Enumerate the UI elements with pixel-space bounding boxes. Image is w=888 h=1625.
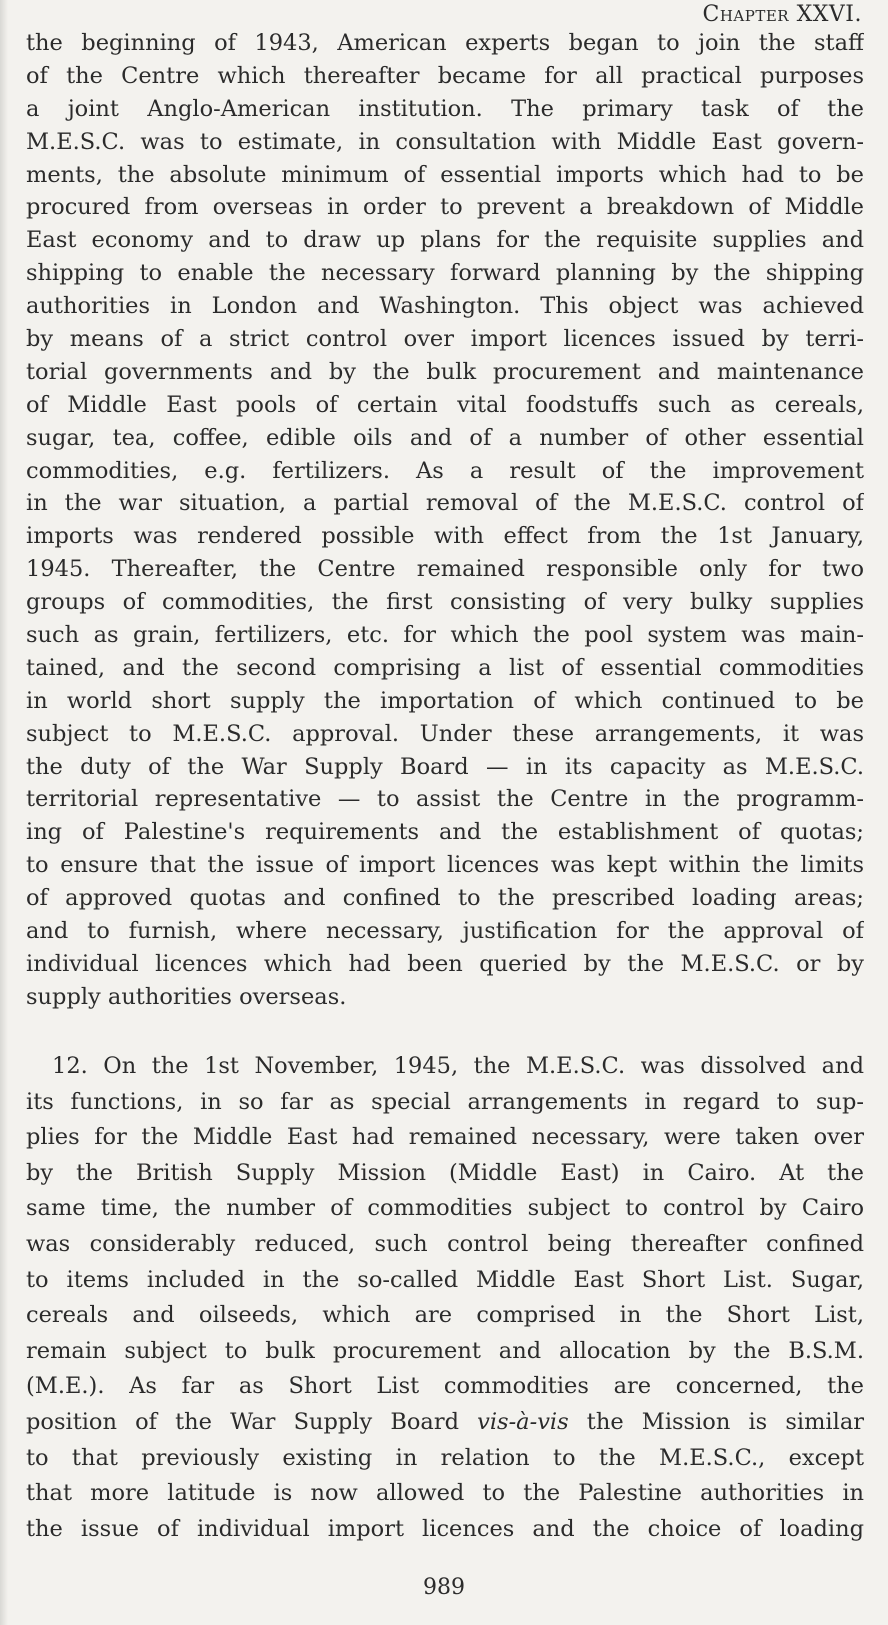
page-number: 989 [423, 1575, 465, 1600]
text-line: in the war situation, a partial removal of the M.E.S.C. control of [26, 490, 864, 517]
text-line: commodities, e.g. fertilizers. As a result of the improvement [26, 457, 864, 484]
text-line: (M.E.). As far as Short List commodities are concerned, the [26, 1373, 864, 1400]
text-line: of approved quotas and confined to the prescribed loading areas; [26, 885, 864, 912]
text-line: of Middle East pools of certain vital foodstuffs such as cereals, [26, 391, 864, 418]
paragraph-12 [26, 1049, 864, 1547]
text-line: by the British Supply Mission (Middle East) in Cairo. At the [26, 1159, 864, 1186]
text-line: plies for the Middle East had remained necessary, were taken over [26, 1124, 864, 1151]
text-line: sugar, tea, coffee, edible oils and of a number of other essential [26, 424, 864, 451]
text-line: authorities in London and Washington. This object was achieved [26, 293, 864, 320]
text-line: the duty of the War Supply Board — in its capacity as M.E.S.C. [26, 753, 864, 780]
text-line: ing of Palestine's requirements and the establishment of quotas; [26, 819, 864, 846]
text-line: a joint Anglo-American institution. The primary task of the [26, 95, 864, 122]
text-line: ments, the absolute minimum of essential imports which had to be [26, 161, 864, 188]
paragraph-11-continued [26, 27, 864, 1014]
text-line: shipping to enable the necessary forward planning by the shipping [26, 260, 864, 287]
text-line: same time, the number of commodities subject to control by Cairo [26, 1195, 864, 1222]
text-line: to items included in the so-called Middle East Short List. Sugar, [26, 1266, 864, 1293]
text-line: the issue of individual import licences and the choice of loading [26, 1515, 864, 1542]
text-line: and to furnish, where necessary, justification for the approval of [26, 918, 864, 945]
text-line: 1945. Thereafter, the Centre remained responsible only for two [26, 556, 864, 583]
text-fragment: the Mission is similar [568, 1408, 864, 1435]
text-line: procured from overseas in order to prevent a breakdown of Middle [26, 194, 864, 221]
text-line: supply authorities overseas. [26, 983, 347, 1010]
scan-edge-shadow [0, 0, 8, 1625]
text-line: 12. On the 1st November, 1945, the M.E.S.C. was dissolved and [52, 1053, 864, 1079]
text-line [26, 1405, 864, 1441]
italic-phrase: vis-à-vis [477, 1408, 569, 1435]
text-line: such as grain, fertilizers, etc. for which the pool system was main- [26, 622, 864, 649]
text-line: territorial representative — to assist the Centre in the programm- [26, 786, 864, 813]
text-line: imports was rendered possible with effect from the 1st January, [26, 523, 864, 550]
text-line: tained, and the second comprising a list of essential commodities [26, 654, 864, 681]
text-line: its functions, in so far as special arrangements in regard to sup- [26, 1088, 864, 1115]
text-line: was considerably reduced, such control being thereafter confined [26, 1230, 864, 1257]
text-fragment: position of the War Supply Board [26, 1408, 478, 1435]
text-line: torial governments and by the bulk procurement and maintenance [26, 358, 864, 385]
text-line: in world short supply the importation of which continued to be [26, 687, 864, 714]
text-line: East economy and to draw up plans for the requisite supplies and [26, 227, 864, 254]
text-line: groups of commodities, the first consisting of very bulky supplies [26, 589, 864, 616]
text-line: of the Centre which thereafter became for all practical purposes [26, 62, 864, 89]
text-line: the beginning of 1943, American experts began to join the staff [26, 30, 864, 56]
text-line: by means of a strict control over import licences issued by terri- [26, 326, 864, 353]
text-line: to ensure that the issue of import licences was kept within the limits [26, 852, 864, 879]
text-line: cereals and oilseeds, which are comprised in the Short List, [26, 1302, 864, 1329]
text-line: remain subject to bulk procurement and allocation by the B.S.M. [26, 1337, 864, 1364]
text-line: that more latitude is now allowed to the Palestine authorities in [26, 1480, 864, 1507]
text-line: individual licences which had been queried by the M.E.S.C. or by [26, 950, 864, 977]
running-header: Chapter XXVI. [702, 2, 862, 27]
text-line: to that previously existing in relation to the M.E.S.C., except [26, 1444, 864, 1471]
text-line: M.E.S.C. was to estimate, in consultation with Middle East govern- [26, 128, 864, 155]
text-line: subject to M.E.S.C. approval. Under these arrangements, it was [26, 720, 864, 747]
